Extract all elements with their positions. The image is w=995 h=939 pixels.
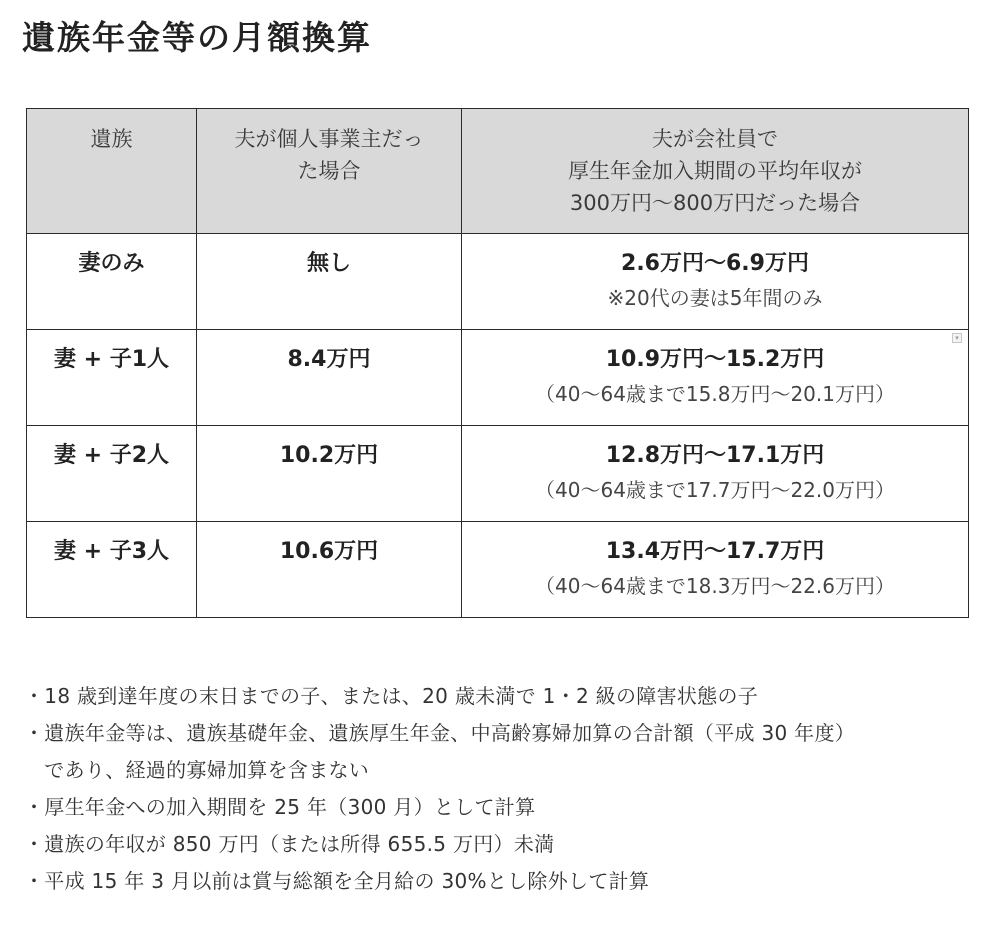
employee-note: （40〜64歳まで17.7万円〜22.0万円） xyxy=(535,478,895,502)
header-employee-line: 300万円〜800万円だった場合 xyxy=(569,191,861,215)
table-row xyxy=(27,426,969,522)
cell-self-employed xyxy=(197,426,462,522)
note-item: ・厚生年金への加入期間を 25 年（300 月）として計算 xyxy=(24,795,536,819)
note-item: ・18 歳到達年度の末日までの子、または、20 歳未満で 1・2 級の障害状態の子 xyxy=(24,684,759,708)
employee-note: （40〜64歳まで15.8万円〜20.1万円） xyxy=(535,382,895,406)
employee-amount: 13.4万円〜17.7万円 xyxy=(605,539,825,564)
header-family-label: 遺族 xyxy=(90,127,133,151)
cell-self-employed xyxy=(197,234,462,330)
cell-family xyxy=(27,522,197,618)
cell-family xyxy=(27,330,197,426)
self-employed-amount: 10.6万円 xyxy=(279,539,379,564)
header-self-employed-line: 夫が個人事業主だっ xyxy=(234,127,424,151)
pension-table xyxy=(26,108,969,618)
self-employed-amount: 10.2万円 xyxy=(279,443,379,468)
header-employee-line: 夫が会社員で xyxy=(652,127,778,151)
cell-self-employed xyxy=(197,330,462,426)
family-label: 妻 + 子1人 xyxy=(53,347,170,372)
table-header-row xyxy=(27,109,969,234)
self-employed-amount: 8.4万円 xyxy=(287,347,371,372)
table-row xyxy=(27,522,969,618)
employee-amount: 10.9万円〜15.2万円 xyxy=(605,347,825,372)
family-label: 妻 + 子2人 xyxy=(53,443,170,468)
header-employee-line: 厚生年金加入期間の平均年収が xyxy=(568,159,862,183)
table-row xyxy=(27,330,969,426)
cell-employee xyxy=(462,522,969,618)
header-family xyxy=(27,109,197,234)
self-employed-amount: 無し xyxy=(306,251,351,276)
family-label: 妻 + 子3人 xyxy=(53,539,170,564)
table-row xyxy=(27,234,969,330)
page-title: 遺族年金等の月額換算 xyxy=(22,18,372,57)
cell-employee xyxy=(462,330,969,426)
employee-amount: 12.8万円〜17.1万円 xyxy=(605,443,825,468)
notes-list xyxy=(24,678,984,900)
cell-employee xyxy=(462,426,969,522)
header-self-employed xyxy=(197,109,462,234)
employee-amount: 2.6万円〜6.9万円 xyxy=(621,251,809,276)
cell-family xyxy=(27,426,197,522)
note-item: であり、経過的寡婦加算を含まない xyxy=(24,758,370,782)
cell-family xyxy=(27,234,197,330)
cell-self-employed xyxy=(197,522,462,618)
header-employee xyxy=(462,109,969,234)
dropdown-filter-icon[interactable]: ▾ xyxy=(952,333,962,343)
header-self-employed-line: た場合 xyxy=(297,159,361,183)
note-item: ・平成 15 年 3 月以前は賞与総額を全月給の 30%とし除外して計算 xyxy=(24,869,650,893)
employee-note: （40〜64歳まで18.3万円〜22.6万円） xyxy=(535,574,895,598)
note-item: ・遺族年金等は、遺族基礎年金、遺族厚生年金、中高齢寡婦加算の合計額（平成 30 年度） xyxy=(24,721,856,745)
family-label: 妻のみ xyxy=(78,251,145,276)
employee-note: ※20代の妻は5年間のみ xyxy=(607,286,823,310)
cell-employee xyxy=(462,234,969,330)
note-item: ・遺族の年収が 850 万円（または所得 655.5 万円）未満 xyxy=(24,832,555,856)
